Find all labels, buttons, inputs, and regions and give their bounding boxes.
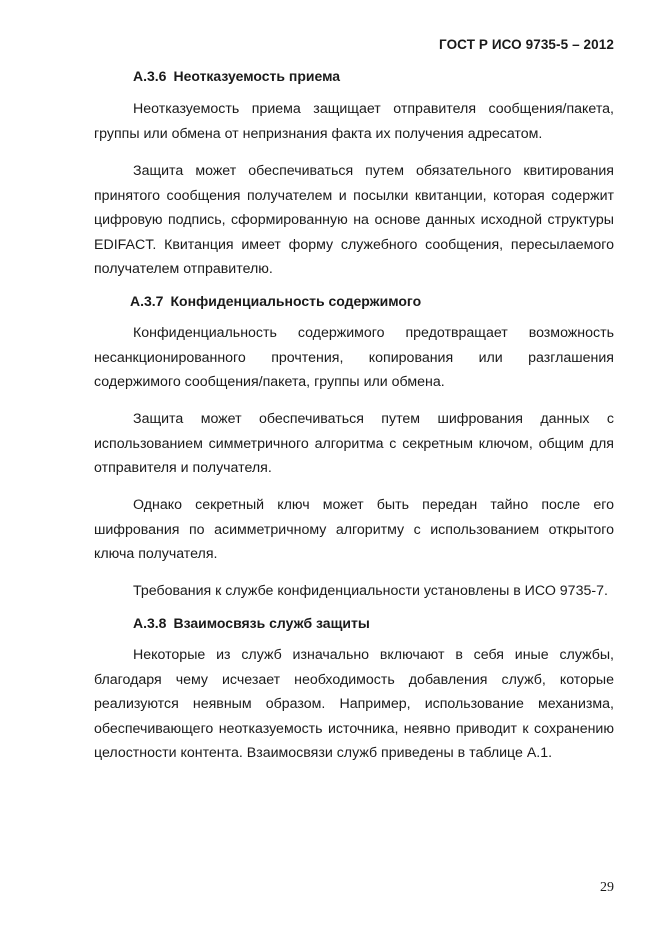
section-title: Неотказуемость приема xyxy=(173,68,341,84)
section-number: А.3.7 xyxy=(130,293,164,309)
paragraph: Некоторые из служб изначально включают в себя иные службы, благодаря чему исчезает необходимость добавления служб, которые реализуются неявным образом. Например, использование механизма, обеспечивающего неотказуемость источника, неявно приводит к сохранению целостности контента. Взаимосвязи служб приведены в таблице А.1. xyxy=(94,647,614,762)
paragraph: Конфиденциальность содержимого предотвращает возможность несанкционированного прочтения, копирования или разглашения содержимого сообщения/пакета, группы или обмена. xyxy=(94,325,614,391)
section-title: Взаимосвязь служб защиты xyxy=(173,615,370,631)
paragraph: Требования к службе конфиденциальности установлены в ИСО 9735-7. xyxy=(133,583,608,599)
section-number: А.3.8 xyxy=(133,615,167,631)
section-heading-a38 xyxy=(133,615,370,631)
page-number: 29 xyxy=(600,880,614,895)
section-number: А.3.6 xyxy=(133,68,167,84)
paragraph: Защита может обеспечиваться путем обязательного квитирования принятого сообщения получателем и посылки квитанции, которая содержит цифровую подпись, сформированную на основе данных исходной структуры EDIFACT. Квитанция имеет форму служебного сообщения, пересылаемого получателем отправителю. xyxy=(94,163,614,278)
section-title: Конфиденциальность содержимого xyxy=(170,293,422,309)
paragraph: Однако секретный ключ может быть передан тайно после его шифрования по асимметричному алгоритму с использованием открытого ключа получателя. xyxy=(94,497,614,563)
paragraph: Защита может обеспечиваться путем шифрования данных с использованием симметричного алгоритма с секретным ключом, общим для отправителя и получателя. xyxy=(94,411,614,477)
section-heading-a36 xyxy=(133,68,340,84)
section-heading-a37 xyxy=(130,293,421,309)
paragraph: Неотказуемость приема защищает отправителя сообщения/пакета, группы или обмена от непризнания факта их получения адресатом. xyxy=(94,101,614,142)
standard-header: ГОСТ Р ИСО 9735-5 – 2012 xyxy=(439,37,614,52)
